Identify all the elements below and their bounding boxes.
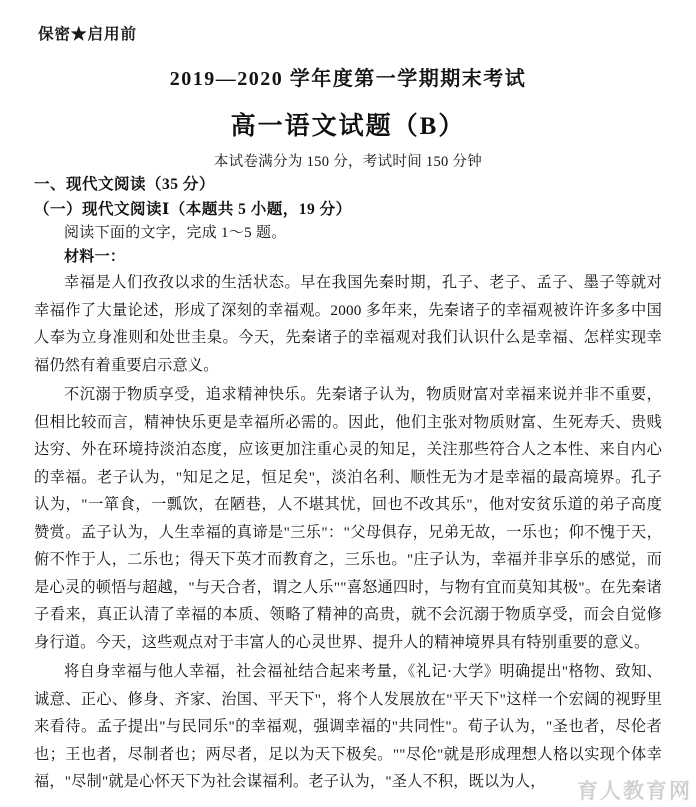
paragraph-3: 将自身幸福与他人幸福，社会福祉结合起来考量，《礼记·大学》明确提出"格物、致知、诚意、正心、修身、齐家、治国、平天下"，将个人发展放在"平天下"这样一个宏阔的视野里来看待。孟子提出"与民同乐"的幸福观，强调幸福的"共同性"。荀子认为，"圣也者，尽伦者也；王也者，尽制者也；两尽者，足以为天下极矣。""尽伦"就是形成理想人格以实现个体幸福，"尽制"就是心怀天下为社会谋福利。老子认为，"圣人不积，既以为人， (34, 663, 662, 790)
secret-label: 保密★启用前 (38, 26, 138, 43)
section-heading-one: 一、现代文阅读（35 分） (34, 176, 215, 193)
exam-title: 2019—2020 学年度第一学期期末考试 (169, 68, 527, 90)
subsection-heading-one: （一）现代文阅读Ⅰ（本题共 5 小题，19 分） (34, 201, 352, 218)
paper-content (34, 172, 662, 798)
reading-instruction: 阅读下面的文字，完成 1～5 题。 (64, 225, 287, 241)
watermark-text: 育人教育网 (577, 779, 692, 803)
score-and-time-line: 本试卷满分为 150 分，考试时间 150 分钟 (213, 154, 483, 170)
paragraph-1: 幸福是人们孜孜以求的生活状态。早在我国先秦时期，孔子、老子、孟子、墨子等就对幸福作了大量论述，形成了深刻的幸福观。2000 多年来，先秦诸子的幸福观被许许多多中国人奉为立身准则和处世圭臬。今天，先秦诸子的幸福观对我们认识什么是幸福、怎样实现幸福仍然有着重要启示意义。 (34, 274, 662, 374)
page-title: 高一语文试题（B） (230, 113, 466, 140)
material-label: 材料一： (64, 249, 126, 265)
paragraph-2: 不沉溺于物质享受，追求精神快乐。先秦诸子认为，物质财富对幸福来说并非不重要，但相比较而言，精神快乐更是幸福所必需的。因此，他们主张对物质财富、生死寿夭、贵贱达穷、外在环境持淡泊态度，应该更加注重心灵的知足，关注那些符合人之本性、来自内心的幸福。老子认为，"知足之足，恒足矣"，淡泊名利、顺性无为才是幸福的最高境界。孔子认为，"一箪食，一瓢饮，在陋巷，人不堪其忧，回也不改其乐"，他对安贫乐道的弟子高度赞赏。孟子认为，人生幸福的真谛是"三乐"："父母俱存，兄弟无故，一乐也；仰不愧于天，俯不怍于人，二乐也；得天下英才而教育之，三乐也。"庄子认为，幸福并非享乐的感觉，而是心灵的顿悟与超越，"与天合者，谓之人乐""喜怒通四时，与物有宜而莫知其极"。在先秦诸子看来，真正认清了幸福的本质、领略了精神的高贵，就不会沉溺于物质享受，而会自觉修身行道。今天，这些观点对于丰富人的心灵世界、提升人的精神境界具有特别重要的意义。 (34, 386, 662, 651)
